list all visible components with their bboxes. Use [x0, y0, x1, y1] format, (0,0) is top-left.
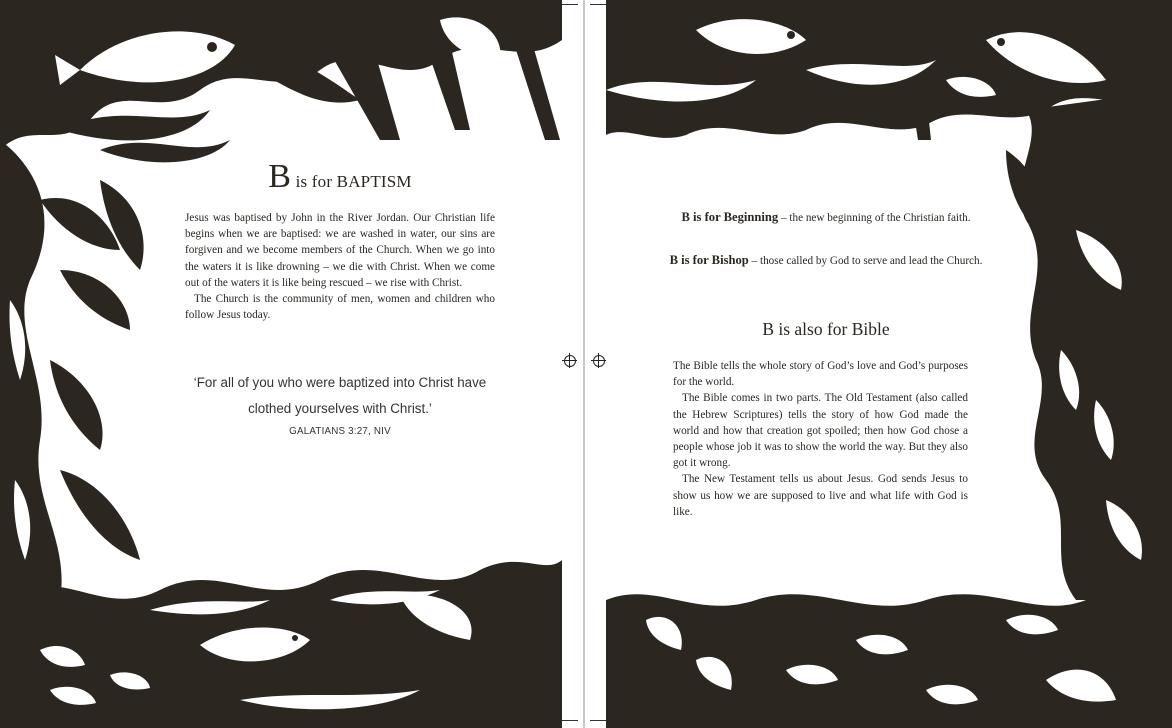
left-page: [0, 0, 562, 728]
body-text: [185, 210, 495, 323]
paragraph: The Bible comes in two parts. The Old Testament (also called the Hebrew Scriptures) tells the story of how God made the world and how that creation got spoiled; then how God chose a people whose job it was to show the world the way. But they also got it wrong.: [673, 392, 968, 470]
definition-term: B is for Bishop: [669, 253, 749, 267]
paragraph: The Bible tells the whole story of God’s love and God’s purposes for the world.: [673, 360, 968, 389]
definition-text: – the new beginning of the Christian faith.: [778, 212, 971, 224]
crop-mark: [590, 4, 606, 5]
right-page: [606, 0, 1172, 728]
definition-bishop: [656, 252, 996, 270]
registration-mark-icon: [564, 355, 576, 367]
paragraph: The Church is the community of men, women and children who follow Jesus today.: [185, 293, 495, 322]
paragraph: Jesus was baptised by John in the River Jordan. Our Christian life begins when we are baptised: we are washed in water, our sins are forgiven and we become members of the Church. When we go into the waters it is like drowning – we die with Christ. When we come out of the waters it is like being rescued – we rise with Christ.: [185, 212, 495, 289]
crop-mark: [562, 720, 578, 721]
definition-text: – those called by God to serve and lead the Church.: [748, 255, 983, 267]
definition-term: B is for Beginning: [681, 210, 779, 224]
title-initial: B: [268, 158, 292, 195]
section-title: B is also for Bible: [762, 319, 890, 339]
crop-mark: [590, 720, 606, 721]
page-title: [185, 158, 495, 196]
title-rest: is for BAPTISM: [291, 172, 412, 191]
paragraph: The New Testament tells us about Jesus. God sends Jesus to show us how we are supposed to live and what life with God is like.: [673, 473, 968, 518]
scripture-citation: GALATIANS 3:27, NIV: [289, 426, 391, 437]
crop-mark: [562, 4, 578, 5]
body-text: [673, 358, 968, 520]
gutter-divider: [583, 0, 585, 728]
registration-mark-icon: [593, 355, 605, 367]
definition-beginning: [656, 209, 996, 227]
scripture-quote: ‘For all of you who were baptized into Christ have clothed yourselves with Christ.’: [193, 375, 487, 416]
